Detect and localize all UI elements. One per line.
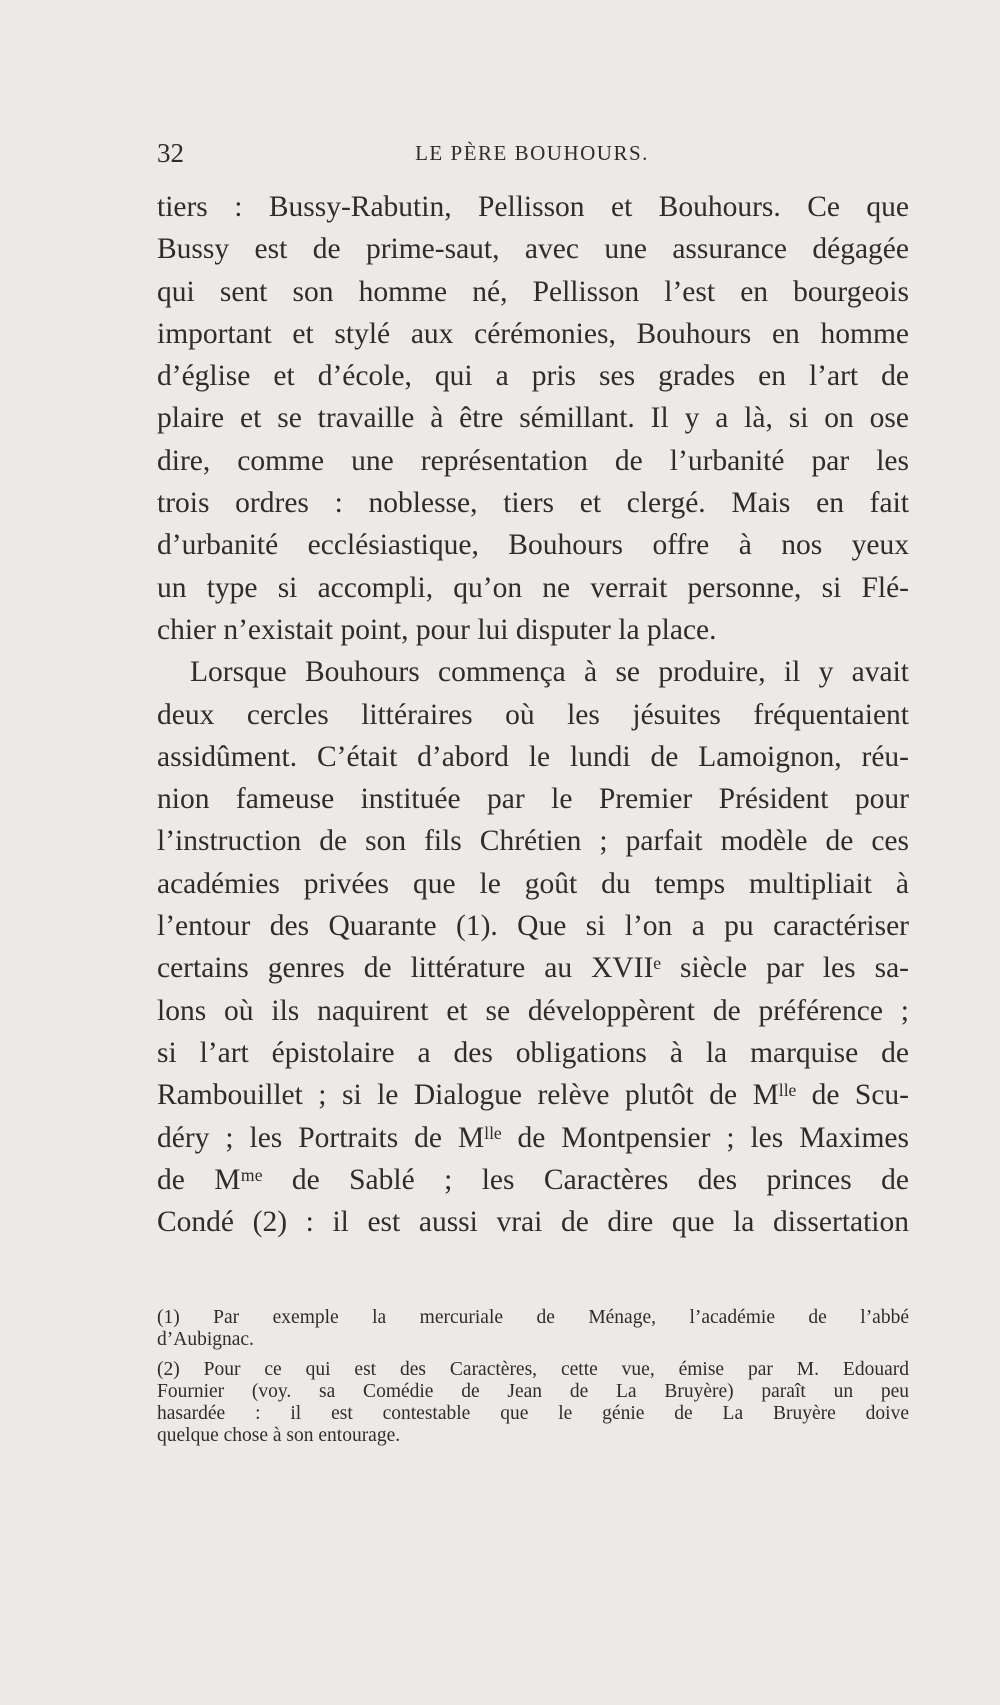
page-number: 32 bbox=[157, 138, 184, 168]
footnote-line: hasardée : il est contestable que le génie de La Bruyère doive bbox=[157, 1403, 909, 1424]
text-line: trois ordres : noblesse, tiers et clergé. Mais en fait bbox=[157, 487, 909, 520]
running-head bbox=[157, 138, 907, 172]
text-line: déry ; les Portraits de Mˡˡᵉ de Montpensier ; les Maximes bbox=[157, 1121, 909, 1154]
footnote-line: d’Aubignac. bbox=[157, 1329, 254, 1350]
footnote-line: (2) Pour ce qui est des Caractères, cette vue, émise par M. Edouard bbox=[157, 1359, 909, 1380]
text-line: lons où ils naquirent et se développèrent de préférence ; bbox=[157, 994, 909, 1027]
text-line: académies privées que le goût du temps multipliait à bbox=[157, 867, 909, 900]
text-line: nion fameuse instituée par le Premier Président pour bbox=[157, 783, 909, 816]
text-line: important et stylé aux cérémonies, Bouhours en homme bbox=[157, 317, 909, 350]
text-line: dire, comme une représentation de l’urbanité par les bbox=[157, 444, 909, 477]
text-line: Bussy est de prime-saut, avec une assurance dégagée bbox=[157, 233, 909, 266]
running-title: LE PÈRE BOUHOURS. bbox=[415, 141, 649, 165]
footnote-line: Fournier (voy. sa Comédie de Jean de La Bruyère) paraît un peu bbox=[157, 1381, 909, 1402]
text-line: l’entour des Quarante (1). Que si l’on a pu caractériser bbox=[157, 910, 909, 943]
footnote-line: (1) Par exemple la mercuriale de Ménage, l’académie de l’abbé bbox=[157, 1307, 909, 1328]
text-line: d’urbanité ecclésiastique, Bouhours offre à nos yeux bbox=[157, 529, 909, 562]
text-line: un type si accompli, qu’on ne verrait personne, si Flé- bbox=[157, 571, 909, 604]
footnote-2 bbox=[157, 1359, 909, 1447]
text-line: d’église et d’école, qui a pris ses grades en l’art de bbox=[157, 360, 909, 393]
footnotes bbox=[157, 1307, 909, 1455]
footnote-line: quelque chose à son entourage. bbox=[157, 1425, 401, 1446]
paragraph-start-line: Lorsque Bouhours commença à se produire, il y avait bbox=[190, 656, 909, 689]
text-line: Rambouillet ; si le Dialogue relève plutôt de Mˡˡᵉ de Scu- bbox=[157, 1079, 909, 1112]
text-line: tiers : Bussy-Rabutin, Pellisson et Bouhours. Ce que bbox=[157, 191, 909, 223]
text-line: certains genres de littérature au XVIIᵉ siècle par les sa- bbox=[157, 952, 909, 985]
text-line: l’instruction de son fils Chrétien ; parfait modèle de ces bbox=[157, 825, 909, 858]
paragraph-end-line: chier n’existait point, pour lui disputer la place. bbox=[157, 613, 717, 646]
text-line: plaire et se travaille à être sémillant. Il y a là, si on ose bbox=[157, 402, 909, 435]
text-line: assidûment. C’était d’abord le lundi de Lamoignon, réu- bbox=[157, 740, 909, 773]
footnote-1 bbox=[157, 1307, 909, 1351]
text-line: deux cercles littéraires où les jésuites fréquentaient bbox=[157, 698, 909, 731]
text-line: qui sent son homme né, Pellisson l’est en bourgeois bbox=[157, 275, 909, 308]
text-line: Condé (2) : il est aussi vrai de dire que la dissertation bbox=[157, 1206, 909, 1239]
text-line: si l’art épistolaire a des obligations à la marquise de bbox=[157, 1036, 909, 1069]
main-text bbox=[157, 186, 909, 1243]
text-line: de Mᵐᵉ de Sablé ; les Caractères des princes de bbox=[157, 1163, 909, 1196]
